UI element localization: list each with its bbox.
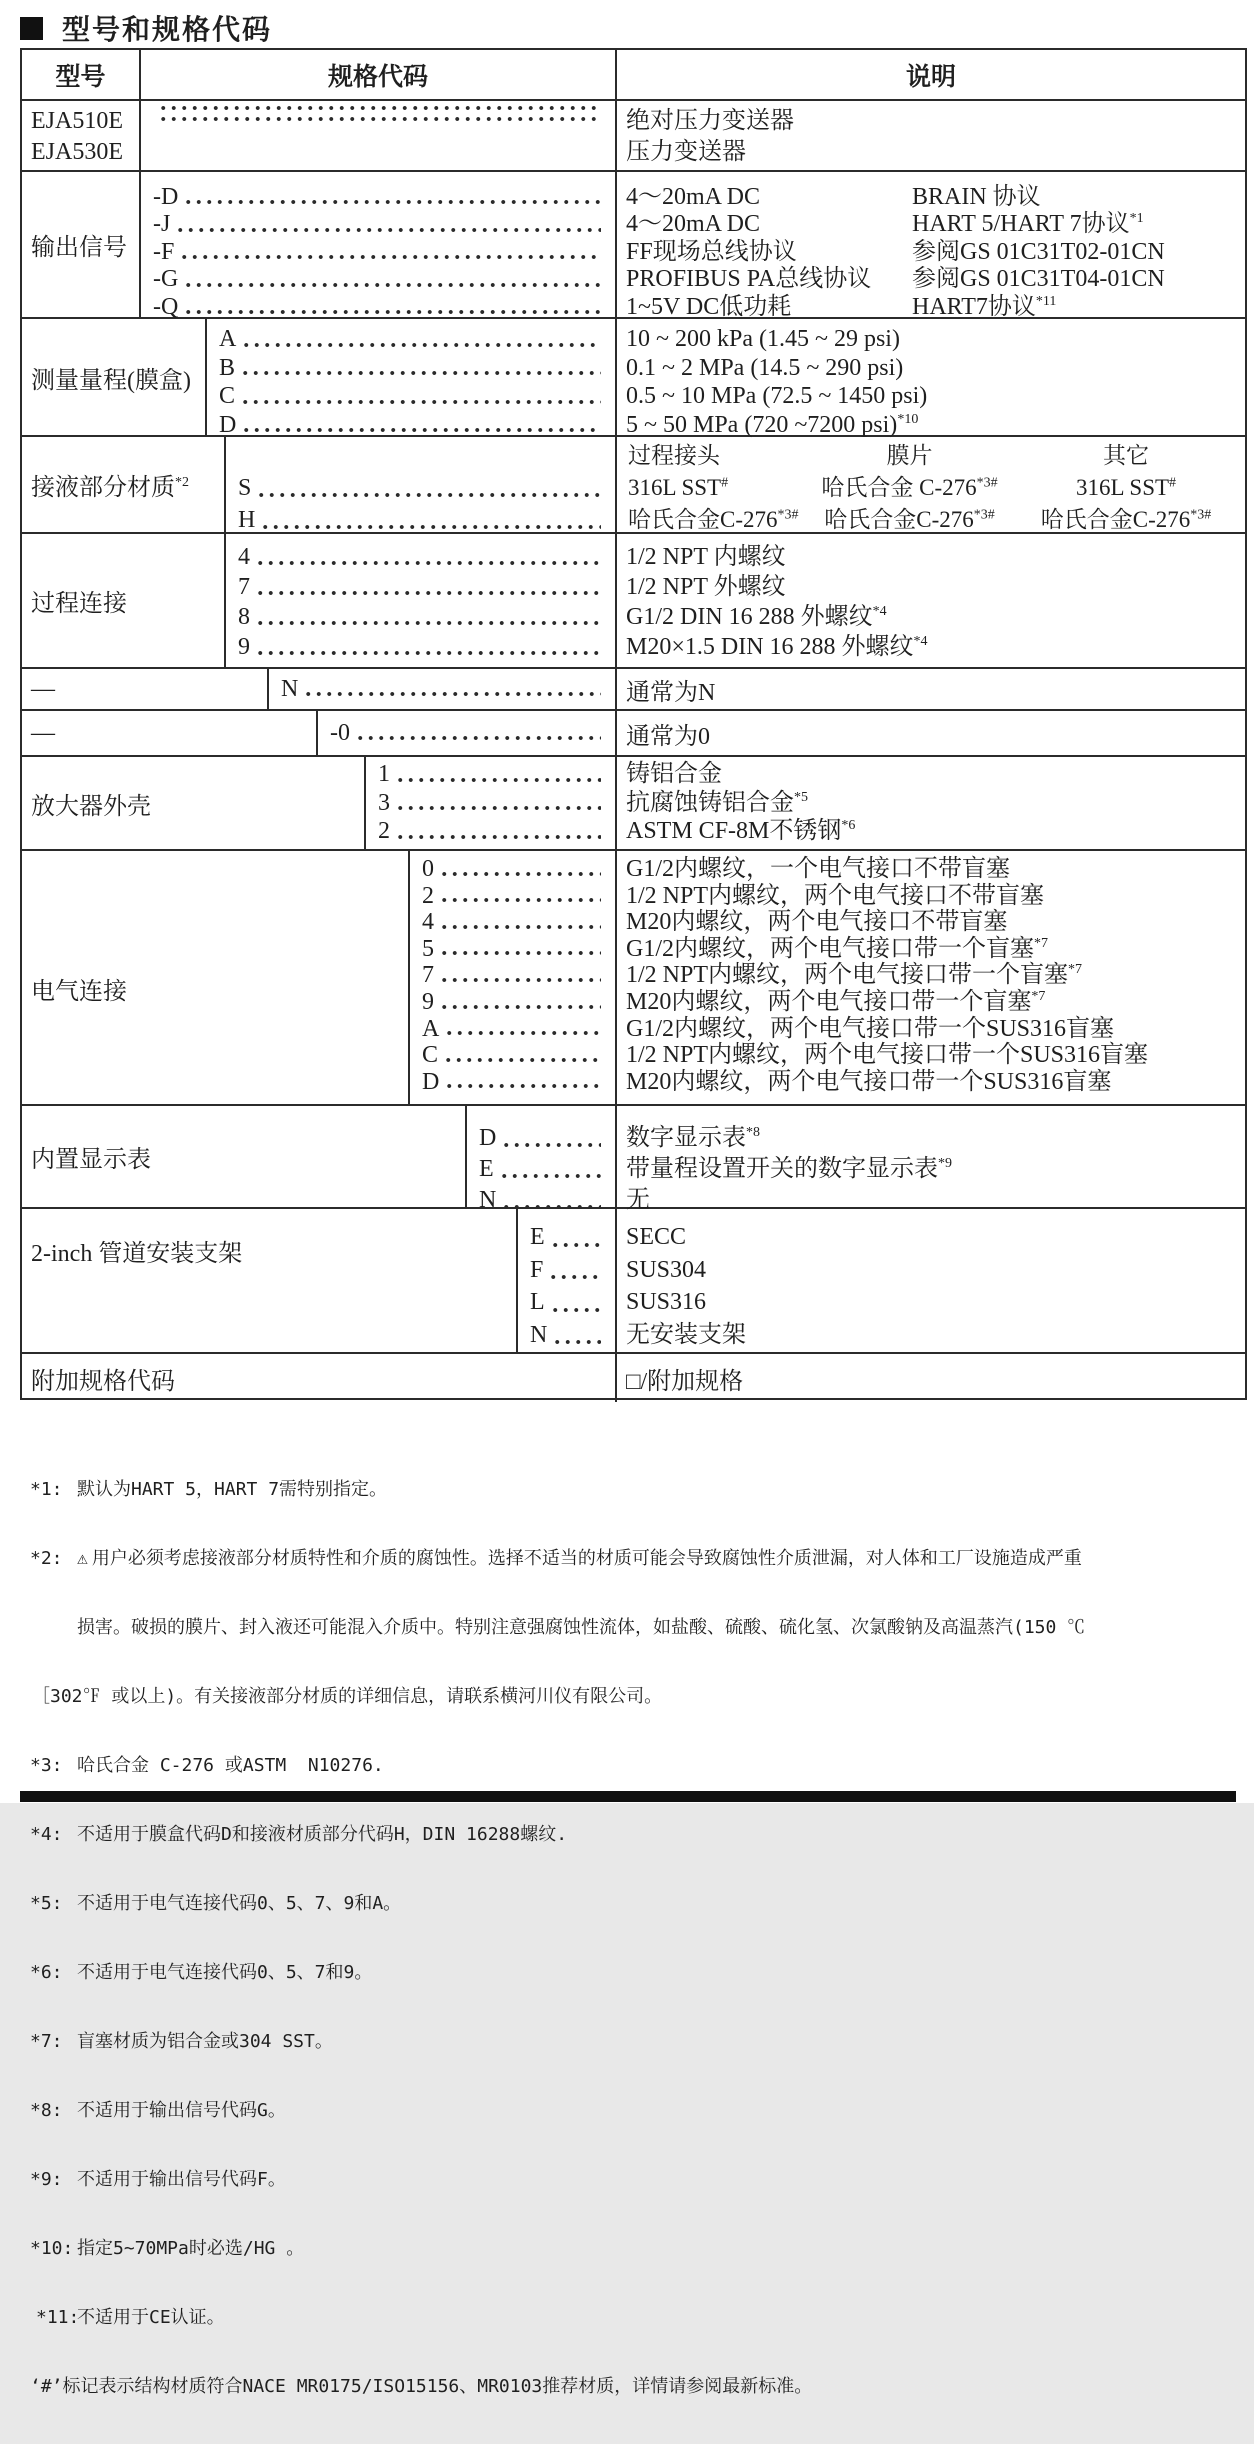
row-label: — xyxy=(31,719,55,746)
code-letter: D xyxy=(219,411,237,438)
code-letter: 9 xyxy=(422,988,434,1015)
dot-leader xyxy=(439,951,601,955)
row-label-cell xyxy=(22,1209,516,1352)
table-header-row xyxy=(22,50,1245,99)
footnote-2: *2: ⚠ 用户必须考虑接液部分材质特性和介质的腐蚀性。选择不适当的材质可能会导致腐蚀性介质泄漏，对人体和工厂设施造成严重 xyxy=(30,1548,1082,1569)
description: PROFIBUS PA总线协议 参阅GS 01C31T04-01CN xyxy=(626,266,1165,293)
row-label: 放大器外壳 xyxy=(31,793,151,820)
code-letter: 5 xyxy=(422,935,434,962)
dot-leader xyxy=(499,1174,601,1178)
dot-leader xyxy=(240,371,601,375)
row-label: 接液部分材质$^{*2}$ xyxy=(31,475,189,501)
footnote-6: *6: 不适用于电气连接代码0、5、7和9。 xyxy=(30,1962,373,1983)
description: M20×1.5 DIN 16 288 外螺纹$^{*4}$ xyxy=(626,634,928,660)
description: 0.1 ~ 2 MPa (14.5 ~ 290 psi) xyxy=(626,354,904,381)
description: 绝对压力变送器 xyxy=(626,108,794,134)
dot-leader xyxy=(183,200,601,204)
code-letter: 0 xyxy=(422,856,434,882)
dot-leader xyxy=(439,872,601,876)
description: 抗腐蚀铸铝合金$^{*5}$ xyxy=(626,789,808,816)
dot-leader xyxy=(255,651,601,655)
code-letter: 9 xyxy=(238,634,250,660)
section-marker-icon xyxy=(20,17,43,40)
dot-leader xyxy=(439,978,601,982)
section-title xyxy=(20,8,272,48)
row-label-cell xyxy=(22,172,139,317)
material-row-s: 316L SST# 哈氏合金 $C-276^{*3\#}$ 316L SST# xyxy=(628,475,1177,500)
description-cell xyxy=(615,172,1245,320)
code-letter: N xyxy=(281,675,299,702)
dot-leader xyxy=(158,106,601,110)
dot-leader xyxy=(550,1243,601,1247)
model-name: EJA530E xyxy=(31,139,123,165)
spec-code-cell xyxy=(465,1106,615,1213)
description: 通常为N xyxy=(626,679,716,706)
footnote-5: *5: 不适用于电气连接代码0、5、7、9和A。 xyxy=(30,1893,402,1914)
footnote-8: *8: 不适用于输出信号代码G。 xyxy=(30,2100,286,2121)
model-name: EJA510E xyxy=(31,108,123,134)
code-letter: A xyxy=(219,326,237,352)
description: 1/2 NPT 内螺纹 xyxy=(626,544,786,570)
description-cell xyxy=(615,851,1245,1104)
dot-leader xyxy=(501,1143,601,1147)
dot-leader xyxy=(255,621,601,625)
code-letter: 4 xyxy=(422,909,434,936)
description: 通常为0 xyxy=(626,723,710,750)
description: G1/2内螺纹，一个电气接口不带盲塞 xyxy=(626,856,1010,882)
table-row-measuring-span xyxy=(22,317,1245,438)
dot-leader xyxy=(255,591,601,595)
description: G1/2内螺纹，两个电气接口带一个SUS316盲塞 xyxy=(626,1015,1115,1042)
dot-leader xyxy=(240,400,601,404)
footnote-1: *1: 默认为HART 5，HART 7需特别指定。 xyxy=(30,1479,388,1500)
dot-leader xyxy=(550,1308,601,1312)
row-label: 2-inch 管道安装支架 xyxy=(31,1241,243,1267)
description: 1/2 NPT 外螺纹 xyxy=(626,574,786,600)
footnote-2-cont: 损害。破损的膜片、封入液还可能混入介质中。特别注意强腐蚀性流体，如盐酸、硫酸、硫化氢、次氯酸钠及高温蒸汽(150 ℃ xyxy=(77,1617,1086,1638)
spec-code-cell xyxy=(224,534,615,667)
code-letter: N xyxy=(479,1187,497,1213)
code-letter: D xyxy=(422,1068,440,1095)
footnote-2-cont: ［302℉ 或以上)。有关接液部分材质的详细信息，请联系横河川仪有限公司。 xyxy=(32,1686,663,1707)
description: 无 xyxy=(626,1187,650,1213)
description: M20内螺纹，两个电气接口不带盲塞 xyxy=(626,909,1008,936)
material-row-h: 哈氏合金$C-276^{*3\#}$ 哈氏合金$C-276^{*3\#}$ 哈氏合金$C-276^{*3\#}$ xyxy=(628,507,1212,532)
row-label: 测量量程(膜盒) xyxy=(31,367,191,394)
footnote-4: *4: 不适用于膜盒代码D和接液材质部分代码H，DIN 16288螺纹. xyxy=(30,1824,568,1845)
row-label-cell xyxy=(22,534,224,667)
table-row-amplifier-housing xyxy=(22,755,1245,849)
description: 数字显示表$^{*8}$ xyxy=(626,1125,760,1151)
dot-leader xyxy=(179,255,601,259)
code-letter: S xyxy=(238,475,252,501)
code-letter: -D xyxy=(153,184,179,210)
table-row-model xyxy=(22,99,1245,170)
code-letter: E xyxy=(479,1156,494,1182)
description-cell xyxy=(615,534,1245,667)
description: 4～20mA DC HART 5/HART 7协议$^{*1}$ xyxy=(626,211,1144,238)
description: G1/2内螺纹，两个电气接口带一个盲塞$^{*7}$ xyxy=(626,935,1048,962)
description: G1/2 DIN 16 288 外螺纹$^{*4}$ xyxy=(626,604,887,630)
code-letter: 7 xyxy=(422,962,434,989)
model-spec-table xyxy=(20,48,1247,1400)
header-description: 说明 xyxy=(615,50,1245,99)
description: 1/2 NPT内螺纹，两个电气接口不带盲塞 xyxy=(626,882,1045,909)
description: M20内螺纹，两个电气接口带一个SUS316盲塞 xyxy=(626,1068,1112,1095)
bottom-rule xyxy=(20,1791,1236,1802)
footnote-11: *11: 不适用于CE认证。 xyxy=(36,2307,225,2328)
warning-icon: ⚠ xyxy=(77,1548,88,1569)
material-column-headers: 过程接头 膜片 其它 xyxy=(628,443,1149,468)
spec-code-cell xyxy=(364,757,615,849)
description: SECC xyxy=(626,1224,687,1250)
description: 无安装支架 xyxy=(626,1321,746,1348)
code-letter: -0 xyxy=(330,719,350,746)
description: □/附加规格 xyxy=(626,1368,744,1395)
spec-code-cell xyxy=(516,1209,615,1352)
description: 1/2 NPT内螺纹，两个电气接口带一个SUS316盲塞 xyxy=(626,1042,1149,1069)
spec-code-cell xyxy=(224,437,615,532)
row-label: 过程连接 xyxy=(31,591,127,617)
row-label: 内置显示表 xyxy=(31,1147,151,1173)
code-letter: A xyxy=(422,1015,440,1042)
dot-leader xyxy=(355,736,601,740)
table-row-integral-indicator xyxy=(22,1104,1245,1213)
description: 带量程设置开关的数字显示表$^{*9}$ xyxy=(626,1156,952,1182)
footnote-7: *7: 盲塞材质为铝合金或304 SST。 xyxy=(30,2031,333,2052)
table-row-process-connection xyxy=(22,532,1245,667)
description: 1/2 NPT内螺纹，两个电气接口带一个盲塞$^{*7}$ xyxy=(626,962,1083,989)
footnote-hash: ‘#’标记表示结构材质符合NACE MR0175/ISO15156、MR0103推荐材质，详情请参阅最新标准。 xyxy=(30,2376,813,2397)
code-letter: -Q xyxy=(153,293,179,320)
dot-leader xyxy=(303,692,601,696)
description: 压力变送器 xyxy=(626,139,746,165)
description-cell xyxy=(615,1209,1245,1352)
dot-leader xyxy=(439,898,601,902)
code-letter: 4 xyxy=(238,544,250,570)
header-model: 型号 xyxy=(55,63,106,91)
description: FF现场总线协议 参阅GS 01C31T02-01CN xyxy=(626,238,1165,265)
description-cell xyxy=(615,1354,1245,1402)
description: ASTM CF-8M不锈钢$^{*6}$ xyxy=(626,818,856,844)
description-cell xyxy=(615,437,1245,532)
code-letter: 2 xyxy=(422,882,434,909)
footnote-3: *3: 哈氏合金 C-276 或ASTM N10276. xyxy=(30,1755,384,1776)
dot-leader xyxy=(183,283,601,287)
dot-leader xyxy=(548,1275,601,1279)
row-label: 电气连接 xyxy=(31,979,127,1005)
code-letter: 1 xyxy=(378,761,390,787)
description: 4～20mA DC BRAIN 协议 xyxy=(626,184,1041,210)
dot-leader xyxy=(439,925,601,929)
row-label: 附加规格代码 xyxy=(31,1368,175,1395)
dot-leader xyxy=(241,343,601,347)
code-letter: F xyxy=(530,1256,544,1283)
table-row-electrical-connection xyxy=(22,849,1245,1104)
dot-leader xyxy=(255,561,601,565)
table-row-mounting-bracket xyxy=(22,1207,1245,1352)
spec-code-cell xyxy=(316,711,615,755)
description-cell xyxy=(615,669,1245,709)
description: M20内螺纹，两个电气接口带一个盲塞$^{*7}$ xyxy=(626,988,1046,1015)
description-cell xyxy=(615,757,1245,849)
dot-leader xyxy=(175,228,601,232)
row-label-cell xyxy=(22,1354,615,1402)
spec-code-cell xyxy=(139,172,615,320)
footnote-9: *9: 不适用于输出信号代码F。 xyxy=(30,2169,286,2190)
description: SUS304 xyxy=(626,1256,707,1283)
description-cell xyxy=(615,101,1245,170)
row-label-cell xyxy=(22,101,139,170)
dot-leader xyxy=(552,1340,601,1344)
dot-leader xyxy=(443,1058,601,1062)
code-letter: 2 xyxy=(378,818,390,844)
code-letter: -G xyxy=(153,266,179,293)
dot-leader xyxy=(439,1005,601,1009)
table-row-wetted-parts-material xyxy=(22,435,1245,532)
code-letter: 8 xyxy=(238,604,250,630)
description: 0.5 ~ 10 MPa (72.5 ~ 1450 psi) xyxy=(626,383,928,409)
description: 5 ~ 50 MPa (720 ~7200 psi)$^{*10}$ xyxy=(626,411,919,438)
description-cell xyxy=(615,1106,1245,1213)
description-cell xyxy=(615,711,1245,755)
dot-leader xyxy=(158,117,601,121)
code-letter: C xyxy=(422,1042,439,1069)
code-letter: N xyxy=(530,1321,548,1348)
row-label-cell xyxy=(22,437,224,532)
row-label-cell xyxy=(22,1106,465,1207)
spec-code-cell xyxy=(139,101,615,170)
description: SUS316 xyxy=(626,1289,707,1315)
code-letter: B xyxy=(219,354,236,381)
dot-leader xyxy=(256,493,601,497)
code-letter: -J xyxy=(153,211,171,238)
description: 铸铝合金 xyxy=(626,761,722,787)
code-letter: C xyxy=(219,383,236,409)
table-row-fixed-n xyxy=(22,667,1245,709)
footnote-10: *10: 指定5~70MPa时必选/HG 。 xyxy=(30,2238,305,2259)
code-letter: L xyxy=(530,1289,545,1315)
spec-code-cell xyxy=(205,319,615,438)
table-row-optional-spec xyxy=(22,1352,1245,1402)
dot-leader xyxy=(260,525,601,529)
code-letter: 3 xyxy=(378,789,390,816)
footnotes-block xyxy=(30,1432,1220,2444)
row-label-cell xyxy=(22,711,316,755)
spec-code-cell xyxy=(267,669,615,709)
code-letter: H xyxy=(238,507,256,533)
dot-leader xyxy=(444,1031,601,1035)
dot-leader xyxy=(444,1084,601,1088)
row-label-cell xyxy=(22,851,408,1104)
row-label: — xyxy=(31,675,55,702)
row-label-cell xyxy=(22,669,267,709)
code-letter: -F xyxy=(153,238,175,265)
code-letter: D xyxy=(479,1125,497,1151)
description: 10 ~ 200 kPa (1.45 ~ 29 psi) xyxy=(626,326,900,352)
row-label: 输出信号 xyxy=(31,235,127,261)
description-cell xyxy=(615,319,1245,438)
table-row-fixed-0 xyxy=(22,709,1245,755)
code-letter: 7 xyxy=(238,574,250,600)
dot-leader xyxy=(395,806,601,810)
spec-code-cell xyxy=(408,851,615,1104)
dot-leader xyxy=(241,428,601,432)
header-spec-code: 规格代码 xyxy=(139,50,615,99)
dot-leader xyxy=(395,835,601,839)
description: 1~5V DC低功耗 HART7协议$^{*11}$ xyxy=(626,293,1057,320)
row-label-cell xyxy=(22,319,205,435)
row-label-cell xyxy=(22,757,364,849)
dot-leader xyxy=(395,778,601,782)
table-row-output-signal xyxy=(22,170,1245,320)
code-letter: E xyxy=(530,1224,545,1250)
section-title-text: 型号和规格代码 xyxy=(62,14,273,45)
dot-leader xyxy=(183,310,601,314)
